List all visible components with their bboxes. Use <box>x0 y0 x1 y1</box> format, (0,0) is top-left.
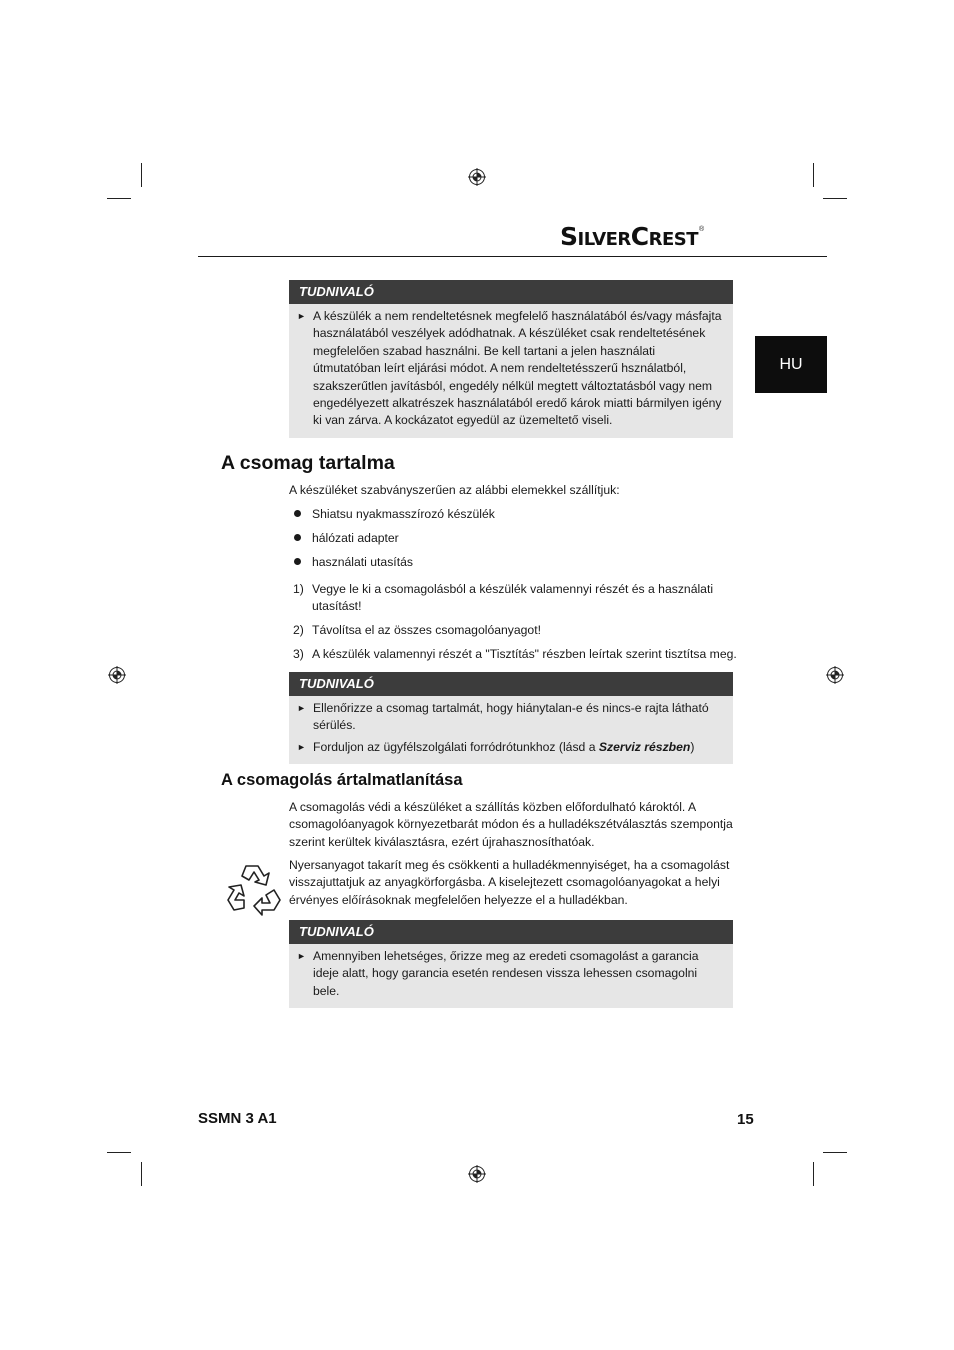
step-number: 2) <box>293 623 304 637</box>
step-text: A készülék valamennyi részét a "Tisztítás" részben leírtak szerint tisztítsa meg. <box>312 647 737 661</box>
step-text: Vegye le ki a csomagolásból a készülék valamennyi részét és a használati utasítást! <box>312 582 714 614</box>
page-number: 15 <box>737 1111 754 1128</box>
brand-logo <box>560 222 780 254</box>
registration-mark-icon <box>468 168 486 186</box>
arrow-bullet-icon: ► <box>297 951 306 961</box>
note-item-text: Forduljon az ügyfélszolgálati forródrótunkhoz (lásd a <box>313 739 599 754</box>
crop-mark <box>823 198 847 199</box>
note-title: TUDNIVALÓ <box>289 280 733 304</box>
language-tab <box>755 336 827 393</box>
crop-mark <box>813 163 814 187</box>
section-paragraph: Nyersanyagot takarít meg és csökkenti a hulladékmennyiséget, ha a csomagolást visszajuttatjuk az anyagkörforgásba. A kiselejtezett csomagolóanyagokat a helyi érvényes előírásoknak megfelelően helyezze el a hulladékban. <box>289 858 730 907</box>
step-item <box>293 581 738 616</box>
header-divider <box>198 256 827 257</box>
step-text: Távolítsa el az összes csomagolóanyagot! <box>312 623 541 637</box>
section-heading: A csomag tartalma <box>221 452 395 474</box>
bullet-dot-icon <box>294 534 301 541</box>
service-reference: Szerviz részben <box>598 739 691 754</box>
language-tab-label: HU <box>779 355 803 373</box>
note-box <box>289 920 733 1008</box>
note-item-text: Ellenőrizze a csomag tartalmát, hogy hiánytalan-e és nincs-e rajta látható sérülés. <box>313 701 709 733</box>
step-number: 3) <box>293 647 304 661</box>
note-title: TUDNIVALÓ <box>289 920 733 944</box>
section-intro: A készüléket szabványszerűen az alábbi elemekkel szállítjuk: <box>289 483 620 497</box>
crop-mark <box>141 163 142 187</box>
recycle-icon <box>224 860 284 916</box>
note-item-text: Amennyiben lehetséges, őrizze meg az eredeti csomagolást a garancia ideje alatt, hogy garancia esetén rendesen vissza lehessen csomagolni bele. <box>313 949 699 998</box>
crop-mark <box>141 1162 142 1186</box>
note-item <box>299 700 723 735</box>
crop-mark <box>107 198 131 199</box>
bullet-dot-icon <box>294 558 301 565</box>
arrow-bullet-icon: ► <box>297 703 306 713</box>
note-body <box>289 304 733 438</box>
brand-name: SilverCrest <box>560 222 699 251</box>
note-item <box>299 739 723 756</box>
footer-model: SSMN 3 A1 <box>198 1110 277 1127</box>
list-item <box>294 554 413 571</box>
crop-mark <box>107 1152 131 1153</box>
step-item <box>293 646 757 663</box>
crop-mark <box>813 1162 814 1186</box>
list-item-text: hálózati adapter <box>312 531 399 545</box>
section-heading: A csomagolás ártalmatlanítása <box>221 771 463 789</box>
brand-registered-mark: ® <box>699 226 705 233</box>
registration-mark-icon <box>108 666 126 684</box>
registration-mark-icon <box>468 1165 486 1183</box>
list-item-text: Shiatsu nyakmasszírozó készülék <box>312 507 495 521</box>
note-item-suffix: ) <box>690 739 695 754</box>
crop-mark <box>823 1152 847 1153</box>
list-item <box>294 530 399 547</box>
section-paragraph: A csomagolás védi a készüléket a szállítás közben előfordulható károktól. A csomagolóanyagok környezetbarát módon és a hulladékszétválasztás szempontja szerint kerültek kiválasztásra, ezért újrahasznosíthatóak. <box>289 800 733 849</box>
note-box <box>289 280 733 438</box>
note-title: TUDNIVALÓ <box>289 672 733 696</box>
arrow-bullet-icon: ► <box>297 741 306 752</box>
note-body <box>289 944 733 1008</box>
note-body <box>289 696 733 764</box>
list-item-text: használati utasítás <box>312 555 413 569</box>
step-number: 1) <box>293 582 304 596</box>
note-item <box>299 308 723 430</box>
registration-mark-icon <box>826 666 844 684</box>
note-item <box>299 948 723 1000</box>
arrow-bullet-icon: ► <box>297 311 306 321</box>
note-item-text: A készülék a nem rendeltetésnek megfelelő használatából és/vagy másfajta használatából veszélyek adódhatnak. A készüléket csak rendeltetésének megfelelően szabad használni. Be kell tartani a jelen használati útmutatóban leírt eljárási módot. A nem rendeltetésszerű hsználatból, szakszerűtlen javításból, engedély nélkül megtett változtatásból vagy nem engedélyezett alkatrészek használatából eredő károk miatti bármilyen igény ki van zárva. A kockázatot egyedül az üzemeltető viseli. <box>313 309 722 428</box>
note-box <box>289 672 733 764</box>
step-item <box>293 622 757 639</box>
list-item <box>294 506 495 523</box>
bullet-dot-icon <box>294 510 301 517</box>
